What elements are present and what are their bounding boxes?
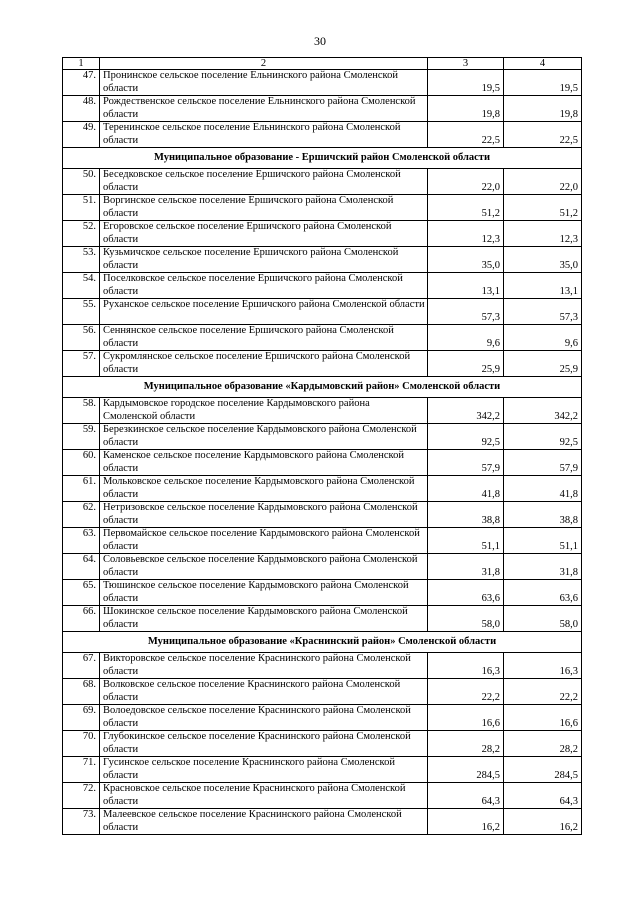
value-col-4: 12,3 xyxy=(504,221,582,247)
value-col-4: 57,9 xyxy=(504,450,582,476)
row-number: 57. xyxy=(63,351,100,377)
row-number: 58. xyxy=(63,398,100,424)
value-col-3: 57,3 xyxy=(428,299,504,325)
table-row xyxy=(63,351,582,377)
value-col-4: 31,8 xyxy=(504,554,582,580)
value-col-3: 284,5 xyxy=(428,757,504,783)
row-number: 50. xyxy=(63,169,100,195)
table-row xyxy=(63,679,582,705)
table-row xyxy=(63,528,582,554)
value-col-4: 63,6 xyxy=(504,580,582,606)
table-row xyxy=(63,398,582,424)
value-col-4: 16,2 xyxy=(504,809,582,835)
settlements-table xyxy=(62,57,582,835)
column-header-1: 1 xyxy=(63,58,100,70)
value-col-3: 12,3 xyxy=(428,221,504,247)
settlement-name: Волоедовское сельское поселение Краснинского района Смоленской области xyxy=(100,705,428,731)
settlement-name: Волковское сельское поселение Краснинского района Смоленской области xyxy=(100,679,428,705)
value-col-4: 64,3 xyxy=(504,783,582,809)
settlement-name: Кузьмичское сельское поселение Ершичского района Смоленской области xyxy=(100,247,428,273)
row-number: 65. xyxy=(63,580,100,606)
value-col-4: 284,5 xyxy=(504,757,582,783)
value-col-3: 28,2 xyxy=(428,731,504,757)
value-col-4: 19,8 xyxy=(504,96,582,122)
table-row xyxy=(63,450,582,476)
value-col-3: 22,5 xyxy=(428,122,504,148)
table-row xyxy=(63,502,582,528)
row-number: 61. xyxy=(63,476,100,502)
section-header-row xyxy=(63,148,582,169)
settlement-name: Кардымовское городское поселение Кардымовского района Смоленской области xyxy=(100,398,428,424)
table-row xyxy=(63,809,582,835)
table-row xyxy=(63,476,582,502)
value-col-4: 13,1 xyxy=(504,273,582,299)
page-number: 30 xyxy=(314,34,326,48)
settlement-name: Поселковское сельское поселение Ершичского района Смоленской области xyxy=(100,273,428,299)
value-col-3: 13,1 xyxy=(428,273,504,299)
table-row xyxy=(63,606,582,632)
value-col-4: 28,2 xyxy=(504,731,582,757)
value-col-3: 38,8 xyxy=(428,502,504,528)
row-number: 49. xyxy=(63,122,100,148)
value-col-4: 25,9 xyxy=(504,351,582,377)
settlement-name: Гусинское сельское поселение Краснинского района Смоленской области xyxy=(100,757,428,783)
value-col-4: 19,5 xyxy=(504,70,582,96)
settlement-name: Соловьевское сельское поселение Кардымовского района Смоленской области xyxy=(100,554,428,580)
row-number: 62. xyxy=(63,502,100,528)
row-number: 51. xyxy=(63,195,100,221)
row-number: 71. xyxy=(63,757,100,783)
section-header-row xyxy=(63,632,582,653)
row-number: 69. xyxy=(63,705,100,731)
column-header-3: 3 xyxy=(428,58,504,70)
settlement-name: Шокинское сельское поселение Кардымовского района Смоленской области xyxy=(100,606,428,632)
table-row xyxy=(63,247,582,273)
row-number: 67. xyxy=(63,653,100,679)
settlement-name: Егоровское сельское поселение Ершичского района Смоленской области xyxy=(100,221,428,247)
settlement-name: Беседковское сельское поселение Ершичского района Смоленской области xyxy=(100,169,428,195)
value-col-4: 51,2 xyxy=(504,195,582,221)
row-number: 73. xyxy=(63,809,100,835)
row-number: 48. xyxy=(63,96,100,122)
table-body xyxy=(63,58,582,835)
section-title: Муниципальное образование «Краснинский район» Смоленской области xyxy=(63,632,582,653)
settlement-name: Сукромлянское сельское поселение Ершичского района Смоленской области xyxy=(100,351,428,377)
row-number: 64. xyxy=(63,554,100,580)
settlement-name: Сеннянское сельское поселение Ершичского района Смоленской области xyxy=(100,325,428,351)
value-col-3: 64,3 xyxy=(428,783,504,809)
table-row xyxy=(63,554,582,580)
value-col-3: 25,9 xyxy=(428,351,504,377)
settlement-name: Руханское сельское поселение Ершичского района Смоленской области xyxy=(100,299,428,325)
value-col-4: 22,5 xyxy=(504,122,582,148)
settlement-name: Мольковское сельское поселение Кардымовского района Смоленской области xyxy=(100,476,428,502)
settlement-name: Тюшинское сельское поселение Кардымовского района Смоленской области xyxy=(100,580,428,606)
settlement-name: Глубокинское сельское поселение Краснинского района Смоленской области xyxy=(100,731,428,757)
value-col-4: 342,2 xyxy=(504,398,582,424)
value-col-4: 22,0 xyxy=(504,169,582,195)
table-row xyxy=(63,273,582,299)
table-row xyxy=(63,70,582,96)
value-col-4: 92,5 xyxy=(504,424,582,450)
row-number: 59. xyxy=(63,424,100,450)
row-number: 53. xyxy=(63,247,100,273)
value-col-3: 51,2 xyxy=(428,195,504,221)
column-header-2: 2 xyxy=(100,58,428,70)
value-col-4: 57,3 xyxy=(504,299,582,325)
value-col-3: 35,0 xyxy=(428,247,504,273)
value-col-3: 16,6 xyxy=(428,705,504,731)
value-col-3: 63,6 xyxy=(428,580,504,606)
row-number: 68. xyxy=(63,679,100,705)
table-row xyxy=(63,325,582,351)
value-col-3: 16,2 xyxy=(428,809,504,835)
section-title: Муниципальное образование «Кардымовский район» Смоленской области xyxy=(63,377,582,398)
value-col-4: 51,1 xyxy=(504,528,582,554)
value-col-3: 51,1 xyxy=(428,528,504,554)
table-row xyxy=(63,195,582,221)
value-col-3: 9,6 xyxy=(428,325,504,351)
settlement-name: Малеевское сельское поселение Краснинского района Смоленской области xyxy=(100,809,428,835)
row-number: 55. xyxy=(63,299,100,325)
settlement-name: Каменское сельское поселение Кардымовского района Смоленской области xyxy=(100,450,428,476)
value-col-3: 19,5 xyxy=(428,70,504,96)
table-row xyxy=(63,580,582,606)
value-col-3: 57,9 xyxy=(428,450,504,476)
settlement-name: Теренинское сельское поселение Ельнинского района Смоленской области xyxy=(100,122,428,148)
value-col-3: 58,0 xyxy=(428,606,504,632)
value-col-4: 16,3 xyxy=(504,653,582,679)
table-row xyxy=(63,705,582,731)
table-row xyxy=(63,783,582,809)
table-row xyxy=(63,122,582,148)
column-header-4: 4 xyxy=(504,58,582,70)
row-number: 70. xyxy=(63,731,100,757)
row-number: 60. xyxy=(63,450,100,476)
column-header-row xyxy=(63,58,582,70)
value-col-4: 41,8 xyxy=(504,476,582,502)
section-title: Муниципальное образование - Ершичский район Смоленской области xyxy=(63,148,582,169)
value-col-3: 92,5 xyxy=(428,424,504,450)
value-col-3: 342,2 xyxy=(428,398,504,424)
settlement-name: Рождественское сельское поселение Ельнинского района Смоленской области xyxy=(100,96,428,122)
value-col-3: 19,8 xyxy=(428,96,504,122)
value-col-4: 35,0 xyxy=(504,247,582,273)
value-col-4: 16,6 xyxy=(504,705,582,731)
value-col-3: 22,0 xyxy=(428,169,504,195)
table-row xyxy=(63,299,582,325)
table-row xyxy=(63,731,582,757)
table-row xyxy=(63,653,582,679)
value-col-4: 38,8 xyxy=(504,502,582,528)
settlement-name: Пронинское сельское поселение Ельнинского района Смоленской области xyxy=(100,70,428,96)
row-number: 66. xyxy=(63,606,100,632)
value-col-3: 31,8 xyxy=(428,554,504,580)
row-number: 54. xyxy=(63,273,100,299)
settlement-name: Красновское сельское поселение Краснинского района Смоленской области xyxy=(100,783,428,809)
table-row xyxy=(63,169,582,195)
table-row xyxy=(63,221,582,247)
settlement-name: Нетризовское сельское поселение Кардымовского района Смоленской области xyxy=(100,502,428,528)
settlement-name: Воргинское сельское поселение Ершичского района Смоленской области xyxy=(100,195,428,221)
value-col-3: 22,2 xyxy=(428,679,504,705)
table-row xyxy=(63,96,582,122)
settlement-name: Березкинское сельское поселение Кардымовского района Смоленской области xyxy=(100,424,428,450)
section-header-row xyxy=(63,377,582,398)
value-col-4: 9,6 xyxy=(504,325,582,351)
row-number: 47. xyxy=(63,70,100,96)
table-row xyxy=(63,757,582,783)
table-row xyxy=(63,424,582,450)
row-number: 56. xyxy=(63,325,100,351)
value-col-4: 58,0 xyxy=(504,606,582,632)
value-col-3: 16,3 xyxy=(428,653,504,679)
settlement-name: Первомайское сельское поселение Кардымовского района Смоленской области xyxy=(100,528,428,554)
settlement-name: Викторовское сельское поселение Краснинского района Смоленской области xyxy=(100,653,428,679)
row-number: 52. xyxy=(63,221,100,247)
row-number: 72. xyxy=(63,783,100,809)
value-col-4: 22,2 xyxy=(504,679,582,705)
value-col-3: 41,8 xyxy=(428,476,504,502)
row-number: 63. xyxy=(63,528,100,554)
